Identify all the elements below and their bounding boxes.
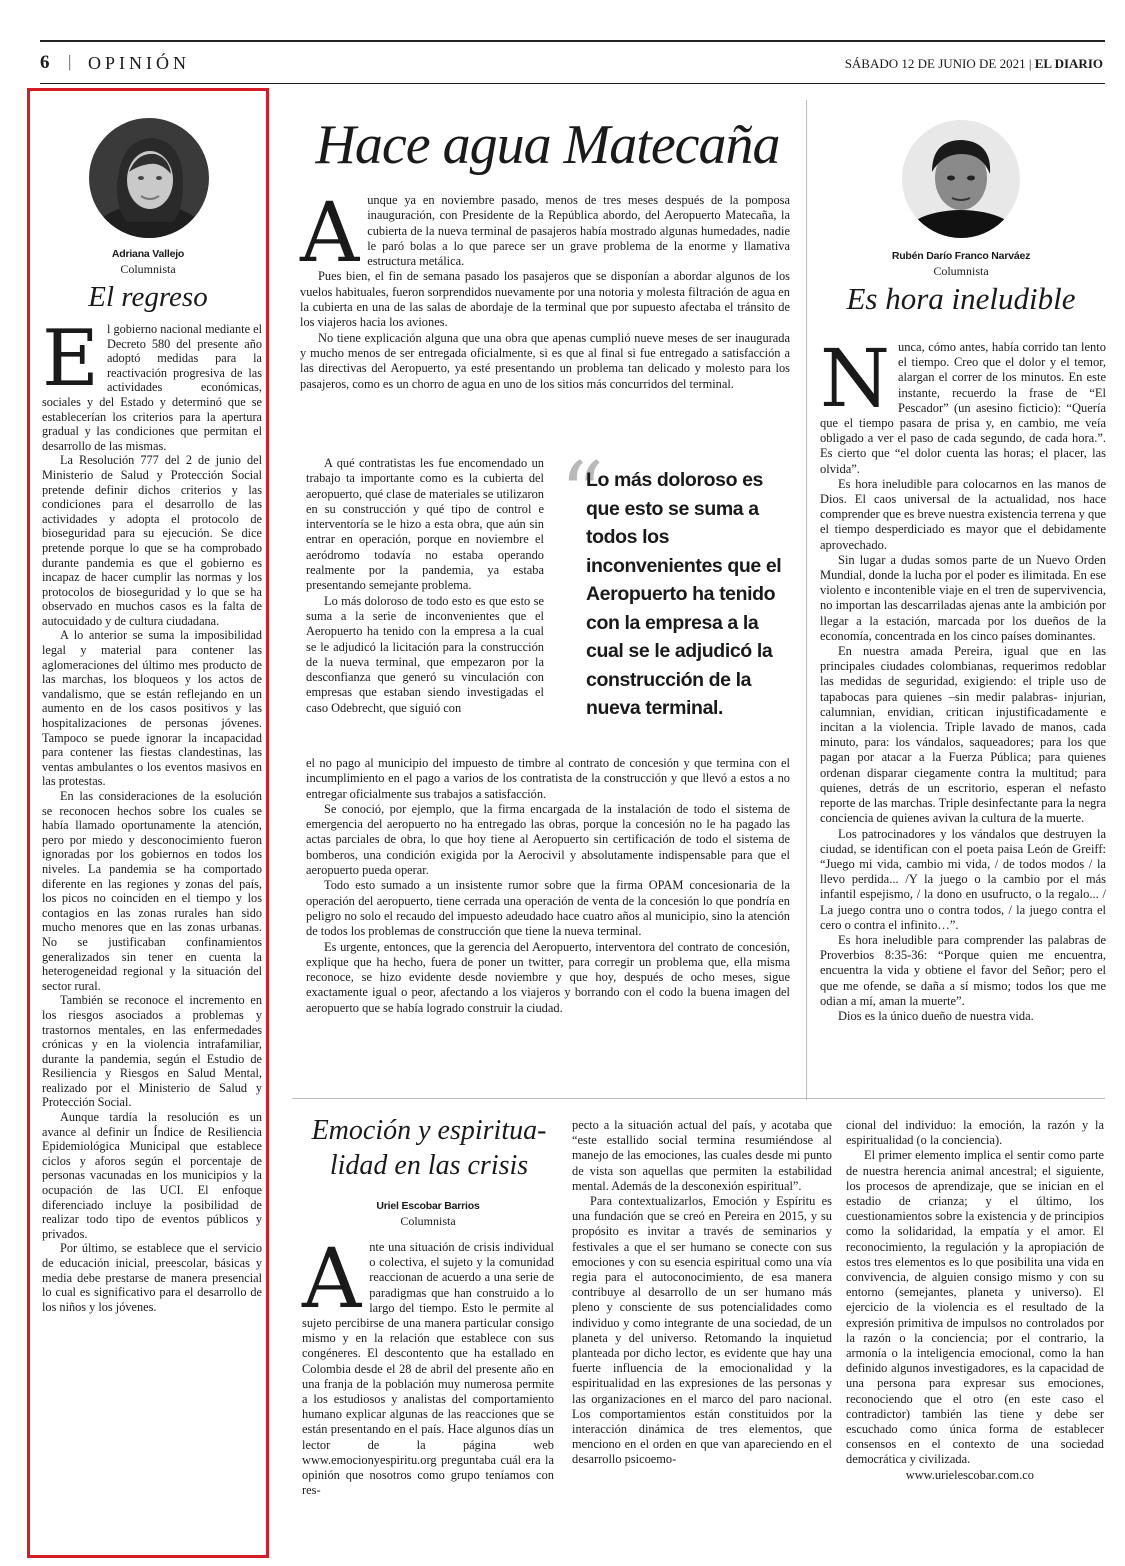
main-article-top [300, 186, 790, 392]
column-divider [806, 100, 807, 1100]
bottom-headline-line2: lidad en las crisis [329, 1150, 529, 1181]
paragraph: Todo esto sumado a un insistente rumor sobre que la firma OPAM concesionaria de la operación del aeropuerto, tiene cerrada una operación de venta de la concesión lo que pondría en peligro no solo el recaudo del impuesto adeudado hace cuatro años al municipio, sino la atención de todos los problemas de construcción que tiene la nueva terminal. [306, 878, 790, 939]
column-title-right: Es hora ineludible [846, 281, 1076, 316]
paragraph: el no pago al municipio del impuesto de timbre al contrato de concesión y que termina con el incumplimiento en el pago a varios de los contratista de la construcción y que llevó a estos a no entregar oficialmente sus trabajos a satisfacción. [306, 756, 790, 801]
author-role-left: Columnista [120, 262, 176, 276]
bottom-column-1 [302, 1232, 554, 1498]
header-separator: | [68, 52, 72, 71]
paragraph: Para contextualizarlos, Emoción y Espíritu es una fundación que se creó en Pereira en 2015, y su propósito es invitar a través de seminarios y festivales a que el ser humano se conecte con sus emociones y con su esencia espiritual como una vía regia para el autoconocimiento, de esa manera contribuye al desarrollo de un ser humano más pleno y consciente de sus potencialidades como individuo y como integrante de una sociedad, de un planeta y del universo. Retomando la inquietud planteada por dicho lector, es evidente que hay una fuerte influencia de la emocionalidad y la espiritualidad en las expresiones de las personas y las organizaciones en el marco del paro nacional. Los comportamientos están constituidos por la interacción dinámica de tres elementos, que menciono en el orden en que van apareciendo en el desarrollo psicoemo- [572, 1194, 832, 1467]
author-name-left: Adriana Vallejo [111, 248, 185, 260]
header-top-rule [40, 40, 1105, 42]
dropcap-main: A [300, 186, 360, 281]
bottom-column-2 [572, 1118, 832, 1468]
author-photo-ruben [902, 120, 1020, 238]
paragraph: Aunque tardía la resolución es un avance al definir un Índice de Resiliencia Epidemiológica Municipal que establece ciclos y aforos según el porcentaje de personas vacunadas en los municipios y la ocupación de las UCI. El enfoque diferenciado incluye la posibilidad de realizar todo tipo de eventos públicos y privados. [42, 1110, 262, 1241]
paragraph: Por último, se establece que el servicio de educación inicial, preescolar, básicas y media debe prestarse de manera presencial lo cual es significativo para el desarrollo de los niños y los jóvenes. [42, 1241, 262, 1314]
paragraph: No tiene explicación alguna que una obra que apenas cumplió nueve meses de ser inaugurada y mucho menos de ser entregada oficialmente, si es que al final si fue entregado a satisfacción a las directivas del Aeropuerto, ya esté presentando un problema tan delicado y molesto para los pasajeros, como es un chorro de agua en uno de los sitios más concurridos del terminal. [300, 330, 790, 391]
paragraph: Sin lugar a dudas somos parte de un Nuevo Orden Mundial, donde la lucha por el poder es ilimitada. En ese violento e incontenible viaje en el tren de supervivencia, no importan las descarriladas ajenas ante la ambición por llegar a la estación, marcada por los dueños de la economía, concentrada en los cinco países dominantes. [820, 552, 1107, 643]
author-name-bottom: Uriel Escobar Barrios [376, 1200, 480, 1212]
section-divider [292, 1098, 1105, 1099]
paragraph: Los patrocinadores y los vándalos que destruyen la ciudad, se identifican con el poeta paisa León de Greiff: “Juego mi vida, cambio mi vida, / de todos modos / la llevo perdida... /Y la juego o la cambio por el más infantil espejismo, / la dono en usufructo, o la regalo... / La juego contra uno o contra todos, / la juego contra el cero o contra el infinito…”. [820, 826, 1106, 932]
paragraph: Es hora ineludible para colocarnos en las manos de Dios. El caos universal de la actualidad, nos hace comprender que es breve nuestra existencia terrena y que el tiempo desperdiciado es mayor que el debidamente aprovechado. [820, 476, 1106, 552]
paragraph: nte una situación de crisis individual o colectiva, el sujeto y la comunidad reaccionan de acuerdo a una serie de paradigmas que han construido a lo largo del tiempo. Esto le permite al sujeto percibirse de una manera particular consigo mismo y en la relación que establece con sus congéneres. El descontento que ha estallado en Colombia desde el 28 de abril del presente año en una franja de la población muy numerosa permite a los estudiosos y analistas del comportamiento humano explicar algunas de las reacciones que se están presentando en el país. Hace algunos días un lector de la página web www.emocionyespiritu.org preguntaba cuál era la opinión que nosotros como grupo teníamos con res- [302, 1240, 554, 1498]
paragraph: cional del individuo: la emoción, la razón y la espiritualidad (o la conciencia). [846, 1118, 1104, 1148]
paragraph: En nuestra amada Pereira, igual que en las principales ciudades colombianas, requerimos redoblar las medidas de seguridad, exigiendo: el triple uso de tapabocas para quienes –sin medir palabras- injurian, calumnian, envidian, critican injustificadamente e incitan a la violencia. Triple lavado de manos, cada minuto, para: los vándalos, saqueadores; para los que pagan por atacar a la Fuerza Pública; para quienes ordenan disparar ciegamente contra la multitud; para quienes, detrás de un escritorio, esperan el nefasto reporte de las marchas. Triple desinfectante para la negra conciencia de quienes avivan la cultura de la muerte. [820, 644, 1106, 826]
pull-quote-text: Lo más doloroso es que esto se suma a todos los inconvenientes que el Aeropuerto ha tenido con la empresa a la cual se le adjudicó la construcción de la nueva terminal. [586, 469, 782, 719]
bottom-headline-line1: Emoción y espiritua- [311, 1115, 547, 1146]
bottom-column-3 [846, 1118, 1104, 1483]
main-headline: Hace agua Matecaña [315, 114, 780, 176]
paragraph: El primer elemento implica el sentir como parte de nuestra herencia animal ancestral; el siguiente, los procesos de aprendizaje, que se inician en el estadio de crianza; y el último, los cuestionamientos sobre la existencia y de principios como la solidaridad, la empatía y el amor. El reconocimiento, la regulación y la apropiación de estos tres elementos es lo que posibilita una vida en convivencia, de alguien consigo mismo y con su entorno (semejantes, planeta y universo). El ejercicio de la violencia es el resultado de la expresión primitiva de impulsos no controlados por la razón o la conciencia; por el contrario, la armonía o la inteligencia emocional, como la han definido algunos investigadores, es la capacidad de una persona para expresar sus emociones, reconociendo que el otro (en este caso el contradictor) también las tiene y debe ser escuchado como única forma de establecer consensos en el contexto de una sociedad democrática y civilizada. [846, 1148, 1104, 1467]
paragraph: Es hora ineludible para comprender las palabras de Proverbios 8:35-36: “Porque quien me encuentra, encuentra la vida y obtiene el favor del Señor; pero el que me ofende, se daña a sí mismo; todos los que me odian a mí, aman la muerte”. [820, 932, 1106, 1008]
paragraph: unca, cómo antes, había corrido tan lento el tiempo. Creo que el dolor y el temor, alargan el correr de los minutos. En este instante, recuerdo la frase de “El Pescador” (un asesino ficticio): “Quería que el tiempo pasara de prisa y, en cambio, me veía obligado a ver el paso de cada segundo, de cada hora.”. Es cierto que “el dolor cuenta las horas; el placer, las olvida”. [820, 340, 1106, 476]
dropcap-right: N [820, 332, 890, 425]
column-body-right [820, 332, 1107, 1024]
paragraph: Es urgente, entonces, que la gerencia del Aeropuerto, interventora del contrato de concesión, explique que ha hecho, fuera de poner un twitter, para corregir un problema que, ella misma reconoce, se hizo evidente desde noviembre y que hoy, después de ocho meses, sigue exactamente igual o peor, afectando a los viajeros y borrando con el codo la buena imagen del aeropuerto que se había logrado construir la ciudad. [306, 939, 790, 1015]
bottom-headline [298, 1113, 560, 1183]
date: SÁBADO 12 DE JUNIO DE 2021 [844, 56, 1026, 71]
paragraph: A qué contratistas les fue encomendado un trabajo ta importante como es la cubierta del aeropuerto, qué clase de materiales se utilizaron en su construcción y qué tipo de control e interventoría se le hizo a esta obra, que aún sin entrar en operación, porque en noviembre el aeródromo todavía no estaba operando realmente por la pandemia, ya estaba presentando semejante problema. [306, 456, 544, 593]
dropcap-bottom: A [302, 1232, 362, 1327]
dateline: SÁBADO 12 DE JUNIO DE 2021 | EL DIARIO [844, 56, 1103, 71]
column-body-left [42, 314, 262, 1314]
paragraph: Pues bien, el fin de semana pasado los pasajeros que se disponían a abordar algunos de los vuelos habituales, fueron sorprendidos nuevamente por una notoria y molesta filtración de agua en la cubierta en una de las salas de abordaje de la terminal que por supuesto afectaba el tránsito de los viajeros hacia los aviones. [300, 269, 790, 330]
page-number: 6 [40, 52, 50, 73]
portrait-woman-icon [89, 118, 209, 238]
paragraph: Se conoció, por ejemplo, que la firma encargada de la instalación de todo el sistema de emergencia del aeropuerto no ha entregado las obras, porque la concesión no le ha pagado las actas parciales de obra, lo que hoy tiene al Aeropuerto sin certificación de todo el sistema de bomberos, una condición exigida por la Aerocivil y absolutamente indispensable para que el aeropuerto pueda operar. [306, 801, 790, 878]
paragraph: A lo anterior se suma la imposibilidad legal y material para contener las aglomeraciones del último mes producto de las marchas, los bloqueos y los actos de vandalismo, que se están reflejando en un aumento en de los casos positivos y las hospitalizaciones de personas jóvenes. Tampoco se puede ignorar la incapacidad para contener las fiestas clandestinas, las ventas ambulantes o los eventos masivos en las protestas. [42, 628, 262, 789]
section-name: OPINIÓN [88, 53, 190, 73]
newspaper-name: EL DIARIO [1034, 56, 1103, 71]
paragraph: En las consideraciones de la esolución se reconocen hechos sobre los cuales se había llamado oportunamente la atención, pero por miedo y desconocimiento fueron ignoradas por los gobiernos en todos los niveles. La pandemia se ha comportado diferente en las regiones y zonas del país, los picos no coinciden en el tiempo y los contagios en las zonas rurales han sido mucho menores que en las zonas urbanas. No se justificaban confinamientos generalizados sin tener en cuenta la heterogeneidad regional y la situación del sector rural. [42, 789, 262, 993]
paragraph: Lo más doloroso de todo esto es que esto se suma a la serie de inconvenientes que el Aeropuerto ha tenido con la empresa a la cual se le adjudicó la licitación para la construcción de la nueva terminal, que empezaron por la desconfianza que generó su vinculación con empresas que estaban siendo investigadas el caso Odebrecht, que siguió con [306, 593, 544, 715]
paragraph: También se reconoce el incremento en los riesgos asociados a problemas y trastornos mentales, en las enfermedades crónicas y en la violencia intrafamiliar, durante la pandemia, según el Estudio de Resiliencia y Riesgos en Salud Mental, realizado por el Ministerio de Salud y Protección Social. [42, 993, 262, 1110]
paragraph: Dios es la único dueño de nuestra vida. [838, 1008, 1034, 1023]
portrait-man-icon [902, 120, 1020, 238]
main-article-bottom [306, 756, 790, 1016]
author-photo-adriana [89, 118, 209, 238]
lead-paragraph: unque ya en noviembre pasado, menos de tres meses después de la pomposa inauguración, con Presidente de la República abordo, del Aeropuerto Matecaña, la cubierta de la nueva terminal de pasajeros había mostrado algunas humedades, nadie le paró bolas a lo que parece ser un grave problema de la enorme y llamativa estructura metálica. [367, 193, 790, 269]
author-role-right: Columnista [933, 264, 989, 278]
paragraph: La Resolución 777 del 2 de junio del Ministerio de Salud y Protección Social pretende definir dichos criterios y las condiciones para el desarrollo de las actividades y adopta el protocolo de bioseguridad para su ejecución. Se dice pretende porque lo que se ha comprobado durante pandemia es que el gobierno es incapaz de hacer cumplir las normas y los protocolos de bioseguridad y lo que se ha observado en muchos casos es la falta de autocuidado y de cultura ciudadana. [42, 453, 262, 628]
column-title-left: El regreso [88, 281, 208, 313]
paragraph: l gobierno nacional mediante el Decreto 580 del presente año adoptó medidas para la reactivación progresiva de las actividades económicas, sociales y del Estado y determinó que se establecerían los criterios para la apertura gradual y las condiciones que permitan el desarrollo de las mismas. [42, 322, 262, 453]
paragraph: pecto a la situación actual del país, y acotaba que “este estallido social termina resumiéndose al manejo de las emociones, las cuales desde mi punto de vista son aquellas que permiten la estabilidad mental. Además de la desconexión espiritual”. [572, 1118, 832, 1193]
author-role-bottom: Columnista [400, 1214, 456, 1228]
quote-mark-icon: “ [560, 444, 604, 544]
main-article-narrow [306, 456, 544, 716]
dropcap-left: E [42, 314, 99, 404]
header-bottom-rule [40, 83, 1105, 84]
signature: www.urielescobar.com.co [905, 1467, 1034, 1482]
author-name-right: Rubén Darío Franco Narváez [891, 250, 1031, 262]
